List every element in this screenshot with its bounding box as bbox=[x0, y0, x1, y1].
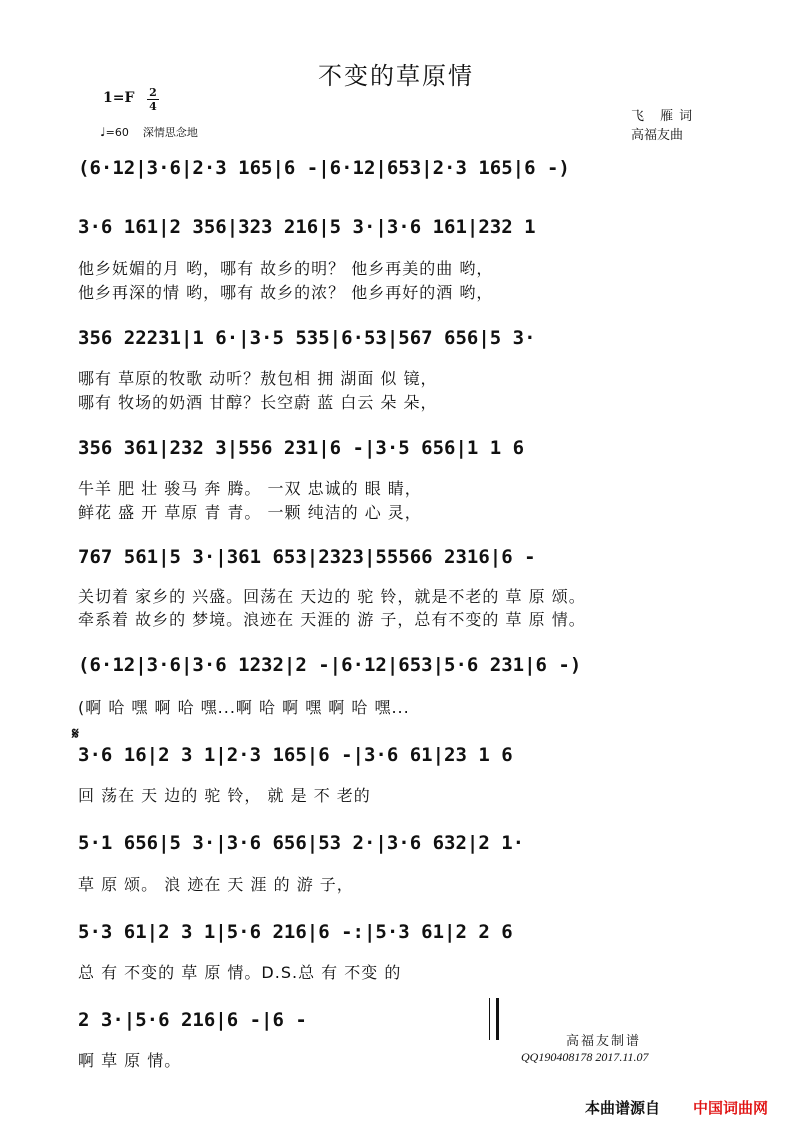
notation-row-5: 767 561|5 3·|361 653|2323|55566 2316|6 - bbox=[78, 546, 536, 568]
tempo-marking bbox=[100, 124, 198, 140]
quarter-note-icon: ♩ bbox=[100, 125, 106, 139]
lyric-row-4-verse-2: 鲜花 盛 开 草原 青 青。 一颗 纯洁的 心 灵， bbox=[78, 503, 422, 522]
lyric-row-2-verse-1: 他乡妩媚的月 哟，哪有 故乡的明？ 他乡再美的曲 哟， bbox=[78, 259, 494, 278]
notation-row-3: 356 22231|1 6·|3·5 535|6·53|567 656|5 3· bbox=[78, 327, 536, 349]
segno-icon: 𝄋 bbox=[72, 724, 79, 743]
lyric-row-3-verse-1: 哪有 草原的牧歌 动听？敖包相 拥 湖面 似 镜， bbox=[78, 369, 438, 388]
notation-row-7: 3·6 16|2 3 1|2·3 165|6 -|3·6 61|23 1 6 bbox=[78, 744, 513, 766]
notation-row-4: 356 361|232 3|556 231|6 -|3·5 656|1 1 6 bbox=[78, 437, 525, 459]
notation-row-8: 5·1 656|5 3·|3·6 656|53 2·|3·6 632|2 1· bbox=[78, 832, 525, 854]
lyric-row-9: 总 有 不变的 草 原 情。D.S.总 有 不变 的 bbox=[78, 963, 402, 982]
key-signature: 1=F bbox=[103, 90, 135, 106]
composer: 高福友曲 bbox=[631, 128, 684, 143]
lyric-row-3-verse-2: 哪有 牧场的奶酒 甘醇？长空蔚 蓝 白云 朵 朵， bbox=[78, 393, 438, 412]
tempo-expression: 深情思念地 bbox=[142, 126, 198, 139]
tempo-value: =60 bbox=[105, 126, 129, 139]
time-signature bbox=[147, 87, 159, 112]
footer-site-link[interactable]: 中国词曲网 bbox=[693, 1099, 769, 1117]
lyricist: 飞 雁词 bbox=[631, 109, 699, 124]
song-title: 不变的草原情 bbox=[318, 62, 474, 90]
lyric-row-4-verse-1: 牛羊 肥 壮 骏马 奔 腾。 一双 忠诚的 眼 睛， bbox=[78, 479, 422, 498]
lyric-row-7: 回 荡在 天 边的 驼 铃， 就 是 不 老的 bbox=[78, 786, 371, 805]
time-signature-top: 2 bbox=[149, 86, 157, 99]
contact-date-line: QQ190408178 2017.11.07 bbox=[521, 1050, 649, 1064]
lyric-row-5-verse-2: 牵系着 故乡的 梦境。浪迹在 天涯的 游 子，总有不变的 草 原 情。 bbox=[78, 610, 586, 629]
footer-source-label: 本曲谱源自 bbox=[585, 1099, 661, 1117]
lyric-row-10: 啊 草 原 情。 bbox=[78, 1051, 182, 1070]
lyric-row-8: 草 原 颂。 浪 迹在 天 涯 的 游 子， bbox=[78, 875, 354, 894]
lyric-row-5-verse-1: 关切着 家乡的 兴盛。回荡在 天边的 驼 铃，就是不老的 草 原 颂。 bbox=[78, 587, 586, 606]
notation-row-2: 3·6 161|2 356|323 216|5 3·|3·6 161|232 1 bbox=[78, 216, 536, 238]
notation-row-1: (6·12|3·6|2·3 165|6 -|6·12|653|2·3 165|6 -) bbox=[78, 157, 570, 179]
lyric-row-2-verse-2: 他乡再深的情 哟，哪有 故乡的浓？ 他乡再好的酒 哟， bbox=[78, 283, 494, 302]
time-signature-bottom: 4 bbox=[149, 100, 157, 113]
notation-row-10: 2 3·|5·6 216|6 -|6 - bbox=[78, 1009, 307, 1031]
lyric-row-6: (啊 哈 嘿 啊 哈 嘿...啊 哈 啊 嘿 啊 哈 嘿... bbox=[78, 698, 410, 717]
notation-row-9: 5·3 61|2 3 1|5·6 216|6 -:|5·3 61|2 2 6 bbox=[78, 921, 513, 943]
transcriber-credit: 高福友制谱 bbox=[566, 1034, 642, 1049]
notation-row-6: (6·12|3·6|3·6 1232|2 -|6·12|653|5·6 231|6 -) bbox=[78, 654, 582, 676]
final-barline bbox=[489, 998, 499, 1040]
